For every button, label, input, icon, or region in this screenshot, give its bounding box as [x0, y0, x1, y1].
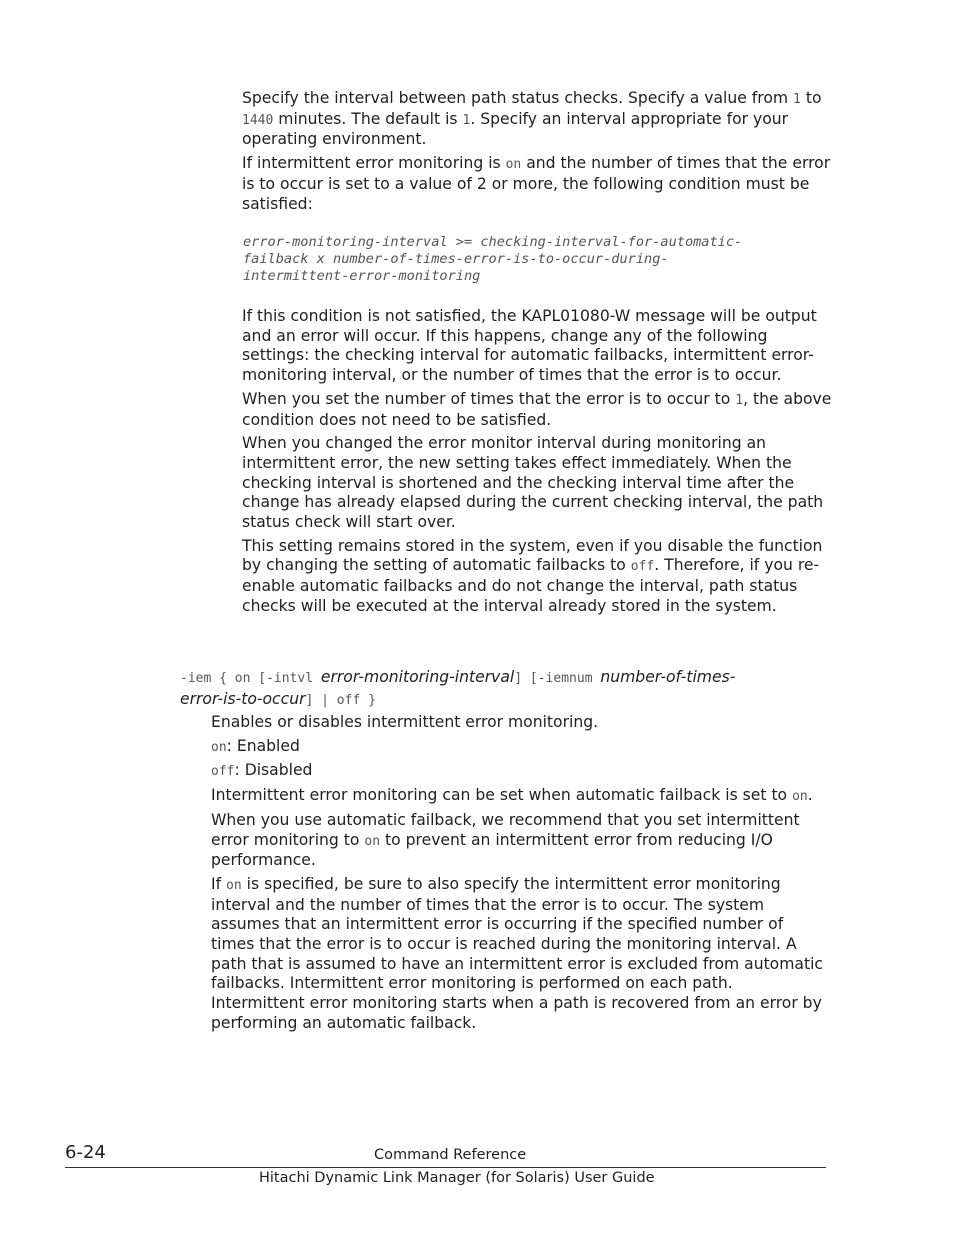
footer-divider — [65, 1167, 826, 1168]
paragraph-condition-not-satisfied: If this condition is not satisfied, the KAPL01080-W message will be output and an error will occur. If this happens, change any of the following settings: the checking interval for automatic failbacks, intermittent error-monitoring interval, or the number of times that the error is to occur. — [242, 307, 817, 385]
paragraph-occur-once: When you set the number of times that the error is to occur to 1, the above condition does not need to be satisfied. — [242, 389, 832, 429]
paragraph-interval-range: Specify the interval between path status checks. Specify a value from 1 to 1440 minutes. The default is 1. Specify an interval appropriate for your operating environment. — [242, 89, 822, 149]
paragraph-recommendation: When you use automatic failback, we recommend that you set intermittent error monitoring to on to prevent an intermittent error from reducing I/O performance. — [211, 810, 800, 870]
paragraph-interval-change: When you changed the error monitor interval during monitoring an intermittent error, the new setting takes effect immediately. When the checking interval is shortened and the checking interval time after the change has already elapsed during the current checking interval, the path status check will start over. — [242, 434, 824, 532]
iem-option-syntax — [180, 667, 830, 711]
paragraph-iem-details: If on is specified, be sure to also specify the intermittent error monitoring interval and the number of times that the error is to occur. The system assumes that an intermittent error is occurring if the specified number of times that the error is to occur is reached during the monitoring interval. A path that is assumed to have an intermittent error is excluded from automatic failbacks. Intermittent error monitoring is performed on each path. Intermittent error monitoring starts when a path is recovered from an error by performing an automatic failback. — [211, 874, 823, 1032]
paragraph-setting-stored: This setting remains stored in the system, even if you disable the function by changing the setting of automatic failbacks to off. Therefore, if you re-enable automatic failbacks and do not change the interval, path status checks will be executed at the interval already stored in the system. — [242, 536, 823, 615]
paragraph-condition-intro: If intermittent error monitoring is on and the number of times that the error is to occur is set to a value of 2 or more, the following condition must be satisfied: — [242, 154, 831, 213]
value-on-enabled: on: Enabled — [211, 736, 300, 755]
condition-notes — [242, 307, 832, 617]
formula-line-1: error-monitoring-interval >= checking-interval-for-automatic- — [243, 234, 743, 250]
value-off-disabled: off: Disabled — [211, 761, 313, 780]
footer-book-title: Hitachi Dynamic Link Manager (for Solaris) User Guide — [259, 1170, 655, 1186]
page-number: 6-24 — [65, 1142, 106, 1163]
interval-description — [242, 89, 832, 214]
paragraph-enables-disables: Enables or disables intermittent error monitoring. — [211, 713, 599, 731]
paragraph-requires-failback: Intermittent error monitoring can be set when automatic failback is set to on. — [211, 786, 813, 805]
footer-section-title: Command Reference — [374, 1147, 527, 1163]
formula-line-3: intermittent-error-monitoring — [243, 268, 481, 284]
syntax-line-1: -iem { on [-intvl error-monitoring-interval] [-iemnum number-of-times- — [180, 668, 736, 686]
condition-formula — [243, 234, 833, 285]
iem-description — [211, 713, 831, 1034]
formula-line-2: failback x number-of-times-error-is-to-occur-during- — [243, 251, 669, 267]
syntax-line-2: error-is-to-occur] | off } — [180, 690, 376, 708]
